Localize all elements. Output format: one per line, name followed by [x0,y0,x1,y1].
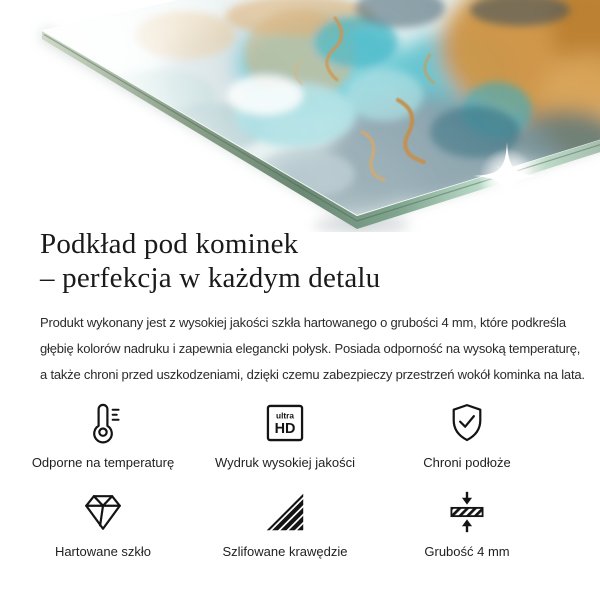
feature-label: Chroni podłoże [423,455,511,470]
page-title [40,227,380,295]
description-line: a także chroni przed uszkodzeniami, dzięki czemu zabezpieczy przestrzeń wokół kominka na lata. [40,367,585,382]
page-title-line2: – perfekcja w każdym detalu [40,262,381,294]
feature-tempered-glass [12,489,194,560]
page-title-line1: Podkład pod kominek [40,228,299,260]
feature-print-quality [194,400,376,471]
feature-label: Grubość 4 mm [424,544,510,559]
feature-thickness [376,489,558,560]
feature-label: Wydruk wysokiej jakości [214,455,356,470]
ultra-hd-badge-bottom: HD [274,421,296,438]
thermometer-icon [81,400,125,446]
feature-protects-floor [376,400,558,471]
feature-polished-edges [194,489,376,560]
description-line: Produkt wykonany jest z wysokiej jakości szkła hartowanego o grubości 4 mm, które podkreśla [40,315,566,330]
feature-label: Odporne na temperaturę [31,455,175,470]
feature-label: Hartowane szkło [54,544,152,559]
thickness-arrows-icon [445,489,489,535]
description-line: głębię kolorów nadruku i zapewnia elegancki połysk. Posiada odporność na wysoką temperaturę, [40,341,581,356]
glass-panel-scene [0,0,600,232]
product-photo [0,0,600,232]
features-grid [12,400,558,560]
diamond-icon [80,489,126,535]
feature-temperature-resistant [12,400,194,471]
polished-edges-icon [265,489,305,535]
ultra-hd-badge-top: ultra [276,410,294,421]
feature-label: Szlifowane krawędzie [222,544,348,559]
shield-check-icon [445,400,489,446]
ultra-hd-icon [264,400,306,446]
product-description [40,310,585,388]
